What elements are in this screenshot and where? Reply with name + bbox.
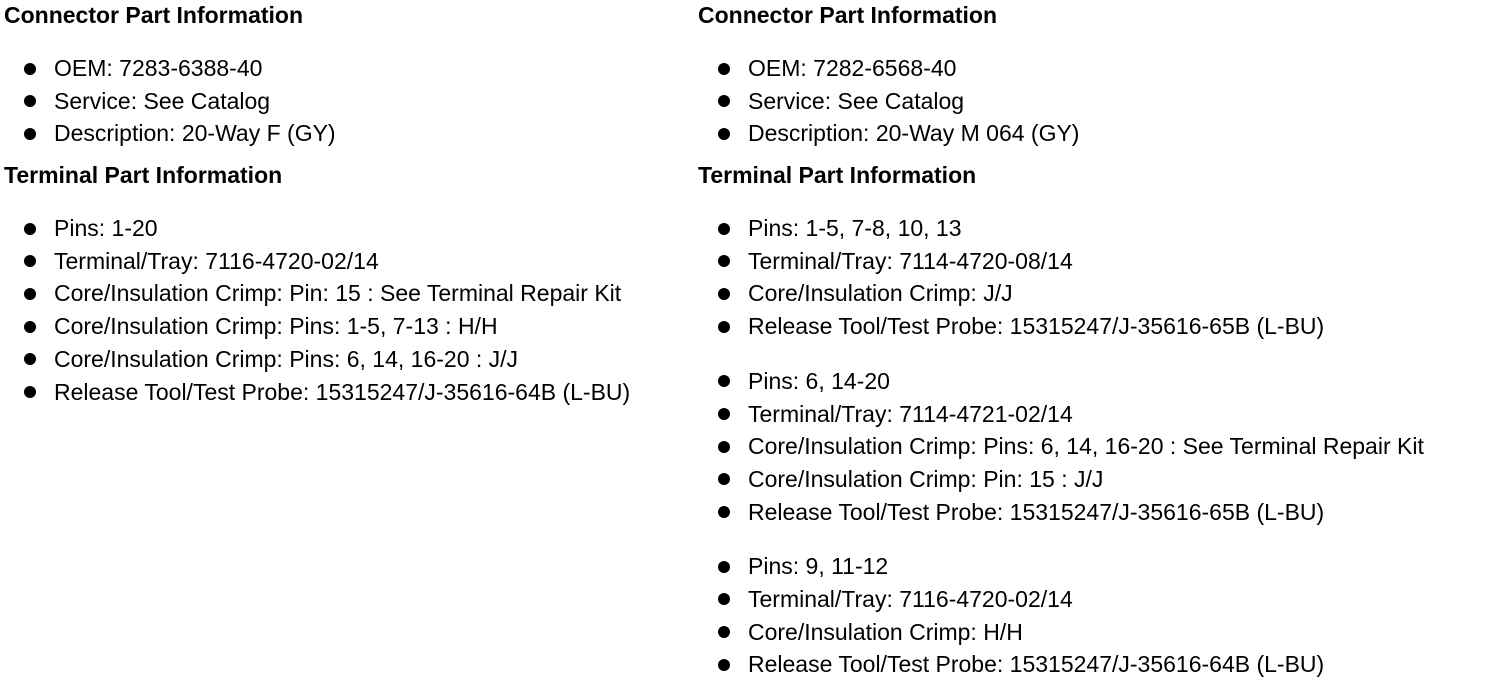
bullet-icon	[718, 128, 730, 140]
list-item	[4, 310, 694, 343]
terminal-group-list	[698, 365, 1498, 528]
bullet-icon	[718, 63, 730, 75]
list-item-text: Terminal/Tray: 7116-4720-02/14	[748, 585, 1073, 612]
list-item-text: Release Tool/Test Probe: 15315247/J-35616-64B (L-BU)	[54, 378, 631, 405]
connector-part-list	[4, 52, 694, 150]
list-item-text: Release Tool/Test Probe: 15315247/J-35616-64B (L-BU)	[748, 651, 1325, 678]
list-item	[4, 212, 694, 245]
list-item	[698, 277, 1498, 310]
list-item-text: Core/Insulation Crimp: Pin: 15 : See Terminal Repair Kit	[54, 280, 622, 307]
right-column	[698, 0, 1498, 681]
bullet-icon	[24, 223, 36, 235]
connector-part-heading: Connector Part Information	[4, 2, 304, 28]
list-item-text: Core/Insulation Crimp: Pins: 1-5, 7-13 : H/H	[54, 313, 498, 340]
list-item	[4, 376, 694, 409]
left-column	[4, 0, 694, 408]
list-item-text: Core/Insulation Crimp: Pin: 15 : J/J	[748, 465, 1104, 492]
list-item-text: Pins: 1-20	[54, 215, 158, 242]
list-item	[698, 52, 1498, 85]
list-item	[4, 343, 694, 376]
list-item	[698, 245, 1498, 278]
list-item-text: Description: 20-Way M 064 (GY)	[748, 120, 1080, 147]
bullet-icon	[24, 353, 36, 365]
terminal-part-heading: Terminal Part Information	[4, 162, 283, 189]
list-item-text: Release Tool/Test Probe: 15315247/J-35616-65B (L-BU)	[748, 313, 1325, 340]
bullet-icon	[24, 255, 36, 267]
list-item	[698, 430, 1498, 463]
bullet-icon	[718, 288, 730, 300]
bullet-icon	[24, 128, 36, 140]
list-item-text: Description: 20-Way F (GY)	[54, 120, 336, 147]
list-item-text: Service: See Catalog	[748, 87, 965, 114]
list-item-text: OEM: 7282-6568-40	[748, 55, 957, 81]
list-item	[698, 117, 1498, 150]
bullet-icon	[718, 441, 730, 453]
terminal-group-list	[698, 212, 1498, 343]
list-item-text: Terminal/Tray: 7114-4720-08/14	[748, 247, 1073, 274]
bullet-icon	[718, 626, 730, 638]
list-item-text: Terminal/Tray: 7114-4721-02/14	[748, 400, 1073, 427]
list-item-text: Pins: 9, 11-12	[748, 553, 889, 580]
list-item	[4, 245, 694, 278]
list-item-text: Core/Insulation Crimp: H/H	[748, 618, 1023, 645]
list-item-text: Terminal/Tray: 7116-4720-02/14	[54, 247, 379, 274]
bullet-icon	[718, 321, 730, 333]
list-item-text: Pins: 6, 14-20	[748, 367, 890, 394]
list-item	[698, 365, 1498, 398]
connector-part-heading: Connector Part Information	[698, 2, 998, 28]
list-item	[698, 212, 1498, 245]
list-item	[698, 398, 1498, 431]
list-item	[698, 496, 1498, 529]
terminal-part-list	[4, 212, 694, 408]
list-item	[4, 117, 694, 150]
bullet-icon	[718, 408, 730, 420]
list-item	[698, 85, 1498, 118]
bullet-icon	[24, 95, 36, 107]
connector-part-list	[698, 52, 1498, 150]
list-item-text: Core/Insulation Crimp: Pins: 6, 14, 16-20 : J/J	[54, 345, 519, 372]
bullet-icon	[718, 473, 730, 485]
bullet-icon	[718, 659, 730, 671]
list-item	[698, 463, 1498, 496]
list-item	[4, 277, 694, 310]
bullet-icon	[718, 506, 730, 518]
bullet-icon	[24, 321, 36, 333]
bullet-icon	[718, 95, 730, 107]
terminal-part-heading: Terminal Part Information	[698, 162, 977, 189]
bullet-icon	[718, 593, 730, 605]
list-item-text: Release Tool/Test Probe: 15315247/J-35616-65B (L-BU)	[748, 498, 1325, 525]
bullet-icon	[24, 63, 36, 75]
list-item-text: OEM: 7283-6388-40	[54, 55, 263, 81]
list-item	[698, 310, 1498, 343]
bullet-icon	[718, 223, 730, 235]
bullet-icon	[24, 386, 36, 398]
list-item-text: Core/Insulation Crimp: Pins: 6, 14, 16-20 : See Terminal Repair Kit	[748, 433, 1424, 460]
list-item	[698, 550, 1498, 583]
list-item-text: Core/Insulation Crimp: J/J	[748, 280, 1013, 307]
bullet-icon	[718, 561, 730, 573]
list-item	[698, 616, 1498, 649]
bullet-icon	[718, 255, 730, 267]
list-item	[4, 85, 694, 118]
list-item	[4, 52, 694, 85]
list-item-text: Service: See Catalog	[54, 87, 271, 114]
terminal-group-list	[698, 550, 1498, 681]
list-item	[698, 648, 1498, 681]
list-item	[698, 583, 1498, 616]
list-item-text: Pins: 1-5, 7-8, 10, 13	[748, 215, 962, 242]
bullet-icon	[718, 375, 730, 387]
bullet-icon	[24, 288, 36, 300]
